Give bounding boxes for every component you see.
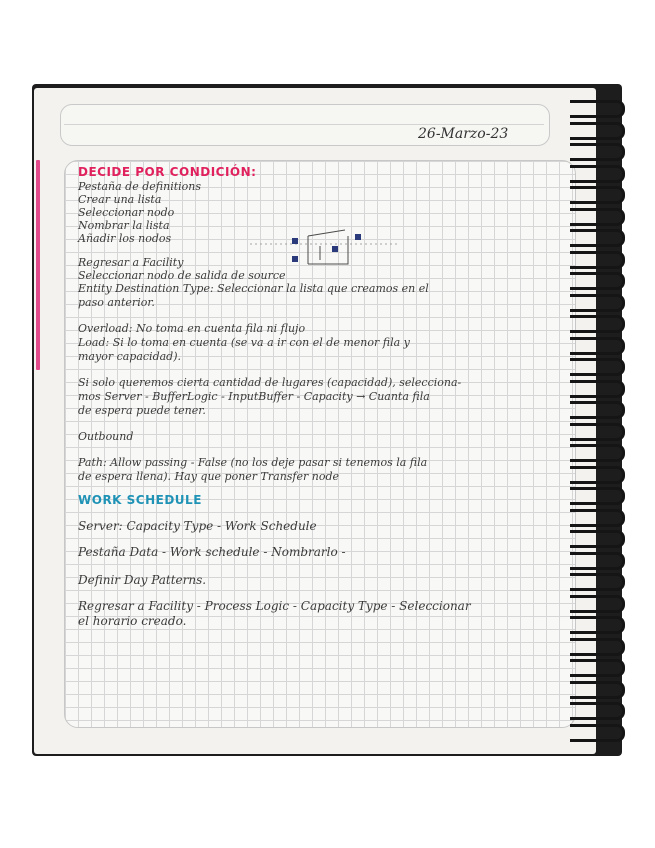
note-line: Nombrar la lista [78, 219, 170, 232]
spiral-ring [570, 294, 625, 312]
note-line: Regresar a Facility - Process Logic - Capacity Type - Seleccionar [78, 599, 471, 613]
note-line: mos Server - BufferLogic - InputBuffer - Capacity → Cuanta fila [78, 390, 430, 403]
spiral-ring [570, 595, 625, 613]
note-line: Si solo queremos cierta cantidad de lugares (capacidad), selecciona- [78, 376, 462, 389]
note-line: Regresar a Facility [78, 256, 184, 269]
note-line: Outbound [78, 430, 134, 443]
note-line: Pestaña Data - Work schedule - Nombrarlo - [78, 545, 346, 559]
spiral-ring [570, 122, 625, 140]
node-diagram-sketch [250, 224, 410, 274]
spiral-ring [570, 100, 625, 118]
spiral-ring [570, 724, 625, 742]
sketch-connector [308, 230, 348, 264]
spiral-ring [570, 251, 625, 269]
note-line: Añadir los nodos [78, 232, 172, 245]
note-line: Path: Allow passing - False (no los deje pasar si tenemos la fila [78, 456, 428, 469]
note-line: Entity Destination Type: Seleccionar la lista que creamos en el [78, 282, 429, 295]
spiral-ring [570, 466, 625, 484]
note-line: Seleccionar nodo [78, 206, 175, 219]
note-line: Server: Capacity Type - Work Schedule [78, 519, 317, 533]
spiral-ring [570, 573, 625, 591]
spiral-ring [570, 659, 625, 677]
note-line: mayor capacidad). [78, 350, 182, 363]
spiral-ring [570, 380, 625, 398]
spiral-ring [570, 208, 625, 226]
note-line: de espera puede tener. [78, 404, 206, 417]
page-date: 26-Marzo-23 [418, 126, 509, 142]
sketch-node-c [332, 246, 338, 252]
note-line: Seleccionar nodo de salida de source [78, 269, 286, 282]
spiral-ring [570, 616, 625, 634]
note-line: el horario creado. [78, 614, 187, 628]
spiral-ring [570, 423, 625, 441]
section-title-decide: DECIDE POR CONDICIÓN: [78, 165, 257, 179]
header-divider [64, 124, 544, 125]
spiral-ring [570, 229, 625, 247]
note-line: paso anterior. [78, 296, 155, 309]
spiral-ring [570, 272, 625, 290]
spiral-ring [570, 702, 625, 720]
note-line: Pestaña de definitions [78, 180, 202, 193]
spiral-ring [570, 337, 625, 355]
note-line: Definir Day Patterns. [78, 573, 207, 587]
note-line: de espera llena). Hay que poner Transfer node [78, 470, 340, 483]
spiral-ring [570, 358, 625, 376]
spiral-ring [570, 552, 625, 570]
spiral-ring [570, 165, 625, 183]
note-line: Overload: No toma en cuenta fila ni flujo [78, 322, 306, 335]
pink-page-tab [36, 160, 40, 370]
spiral-ring [570, 530, 625, 548]
section-title-work-schedule: WORK SCHEDULE [78, 493, 202, 507]
sketch-node-b [292, 256, 298, 262]
spiral-ring [570, 681, 625, 699]
spiral-ring [570, 143, 625, 161]
note-line: Crear una lista [78, 193, 162, 206]
spiral-ring [570, 401, 625, 419]
sketch-node-a [292, 238, 298, 244]
spiral-ring [570, 315, 625, 333]
spiral-ring [570, 638, 625, 656]
spiral-ring [570, 186, 625, 204]
spiral-ring [570, 444, 625, 462]
note-line: Load: Si lo toma en cuenta (se va a ir con el de menor fila y [78, 336, 410, 349]
sketch-node-d [355, 234, 361, 240]
spiral-ring [570, 509, 625, 527]
spiral-ring [570, 487, 625, 505]
